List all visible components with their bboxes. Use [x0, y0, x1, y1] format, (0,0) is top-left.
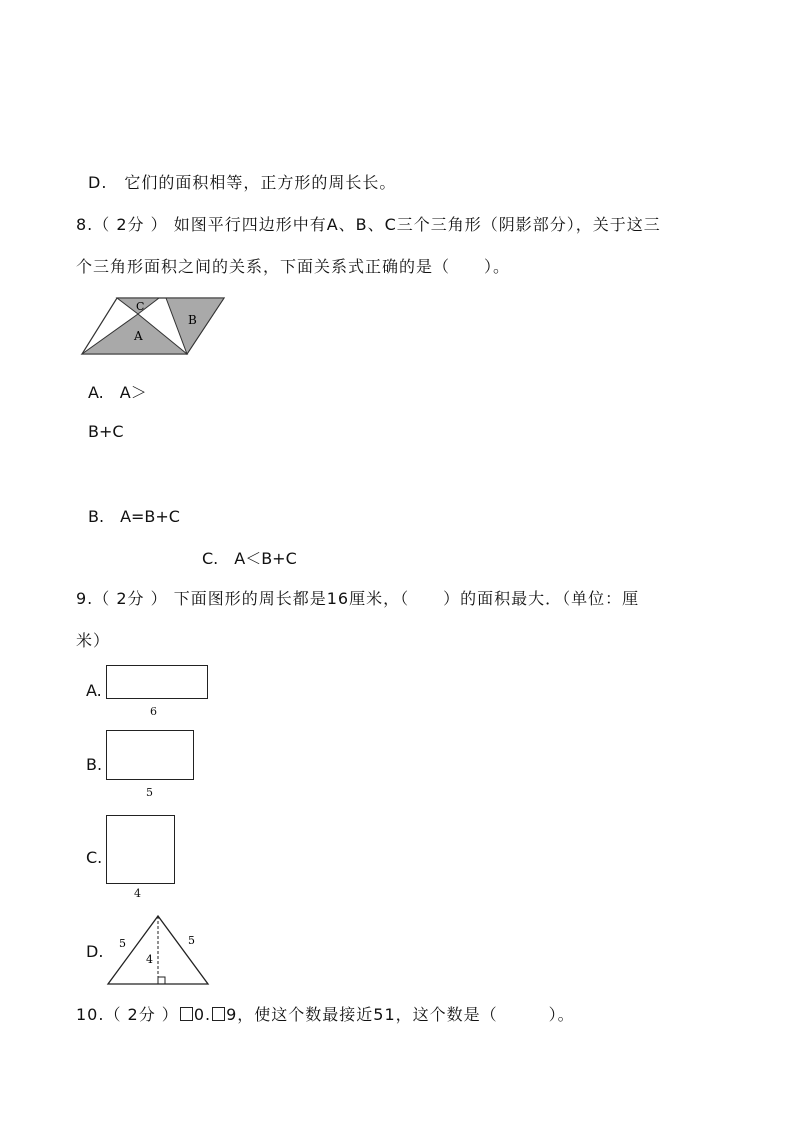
- q9-square-c: [106, 815, 175, 884]
- q9-triangle-d: [104, 912, 212, 988]
- q8-option-a-part2: B+C: [88, 422, 124, 441]
- label-c: C: [136, 300, 145, 313]
- q9-square-c-dim: 4: [134, 887, 141, 900]
- q9-option-d-label: D.: [86, 942, 104, 961]
- q10-stem: [76, 1002, 575, 1025]
- q8-option-b: B. A=B+C: [88, 507, 180, 526]
- side-right-label: 5: [188, 934, 195, 947]
- q9-option-c-label: C.: [86, 848, 103, 867]
- q10-stem-part1: 10.（ 2分 ）: [76, 1005, 179, 1024]
- side-left-label: 5: [119, 937, 126, 950]
- q7-option-d: D. 它们的面积相等，正方形的周长长。: [88, 173, 397, 192]
- blank-square-icon: [180, 1007, 193, 1021]
- q8-parallelogram-figure: [80, 294, 228, 358]
- q8-option-a-part1: A. A＞: [88, 383, 147, 402]
- blank-square-icon: [212, 1007, 225, 1021]
- q10-stem-part3: 9，使这个数最接近51，这个数是（ ）。: [226, 1005, 575, 1024]
- q9-rectangle-a-dim: 6: [150, 705, 157, 718]
- q8-option-c: C. A＜B+C: [202, 549, 297, 568]
- q9-rectangle-a: [106, 665, 208, 699]
- q9-option-b-label: B.: [86, 755, 103, 774]
- right-angle-mark: [158, 977, 165, 984]
- label-a: A: [134, 329, 143, 343]
- q9-rectangle-b: [106, 730, 194, 780]
- q9-rectangle-b-dim: 5: [146, 786, 153, 799]
- q9-option-a-label: A.: [86, 681, 102, 700]
- q10-stem-part2: 0.: [193, 1005, 212, 1024]
- q9-stem-line2: 米）: [76, 631, 111, 650]
- q9-stem-line1: 9.（ 2分 ） 下面图形的周长都是16厘米，（ ）的面积最大．（单位：厘: [76, 589, 640, 608]
- height-label: 4: [146, 953, 153, 966]
- q8-stem-line1: 8.（ 2分 ） 如图平行四边形中有A、B、C三个三角形（阴影部分），关于这三: [76, 215, 661, 234]
- q8-stem-line2: 个三角形面积之间的关系，下面关系式正确的是（ ）。: [76, 257, 511, 276]
- label-b: B: [188, 313, 197, 327]
